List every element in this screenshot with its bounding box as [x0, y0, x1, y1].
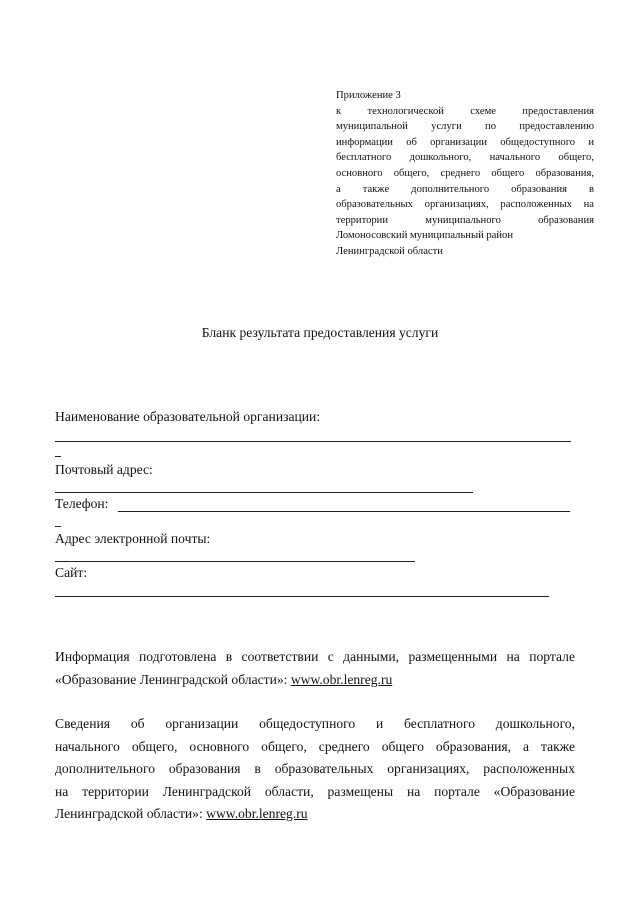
postal-address-line	[55, 492, 473, 493]
appendix-line: территории муниципального образования	[336, 214, 594, 226]
appendix-line: к технологической схеме предоставления	[336, 105, 594, 117]
postal-address-label: Почтовый адрес:	[55, 462, 153, 477]
email-line	[55, 561, 415, 562]
form-title: Бланк результата предоставления услуги	[201, 325, 439, 340]
email-label: Адрес электронной почты:	[55, 531, 211, 546]
details-line	[55, 803, 575, 826]
portal-link[interactable]: www.obr.lenreg.ru	[290, 671, 393, 687]
appendix-line: образовательных организациях, расположенных на	[336, 199, 594, 211]
appendix-header	[336, 88, 594, 260]
phone-label: Телефон:	[55, 496, 109, 511]
details-line: на территории Ленинградской области, размещены на портале «Образование	[55, 783, 575, 799]
org-name-label: Наименование образовательной организации:	[55, 409, 321, 424]
phone-line-continuation	[55, 526, 61, 527]
site-line	[55, 596, 549, 597]
info-paragraph	[55, 646, 575, 691]
org-name-line-continuation	[55, 456, 61, 457]
appendix-line: основного общего, среднего общего образования,	[336, 167, 594, 179]
appendix-line: а также дополнительного образования в	[336, 183, 594, 195]
phone-line	[118, 511, 570, 512]
details-paragraph	[55, 713, 575, 826]
details-line: Сведения об организации общедоступного и бесплатного дошкольного,	[55, 716, 575, 731]
portal-link[interactable]: www.obr.lenreg.ru	[206, 806, 308, 821]
appendix-line: Ломоносовский муниципальный район	[336, 230, 514, 242]
info-line-text: «Образование Ленинградской области»:	[55, 671, 291, 687]
appendix-line: Приложение 3	[336, 90, 401, 101]
appendix-line: информации об организации общедоступного и	[336, 136, 594, 148]
appendix-line: бесплатного дошкольного, начального общего,	[336, 152, 594, 164]
details-line: начального общего, основного общего, среднего общего образования, а также	[55, 738, 575, 754]
appendix-line: муниципальной услуги по предоставлению	[336, 121, 594, 133]
appendix-line: Ленинградской области	[336, 245, 443, 257]
details-line-text: Ленинградской области»:	[55, 806, 207, 821]
info-line	[55, 669, 575, 692]
info-line: Информация подготовлена в соответствии с данными, размещенными на портале	[55, 649, 575, 664]
site-label: Сайт:	[55, 565, 88, 580]
org-name-line	[55, 441, 571, 442]
details-line: дополнительного образования в образовательных организациях, расположенных	[55, 761, 575, 776]
